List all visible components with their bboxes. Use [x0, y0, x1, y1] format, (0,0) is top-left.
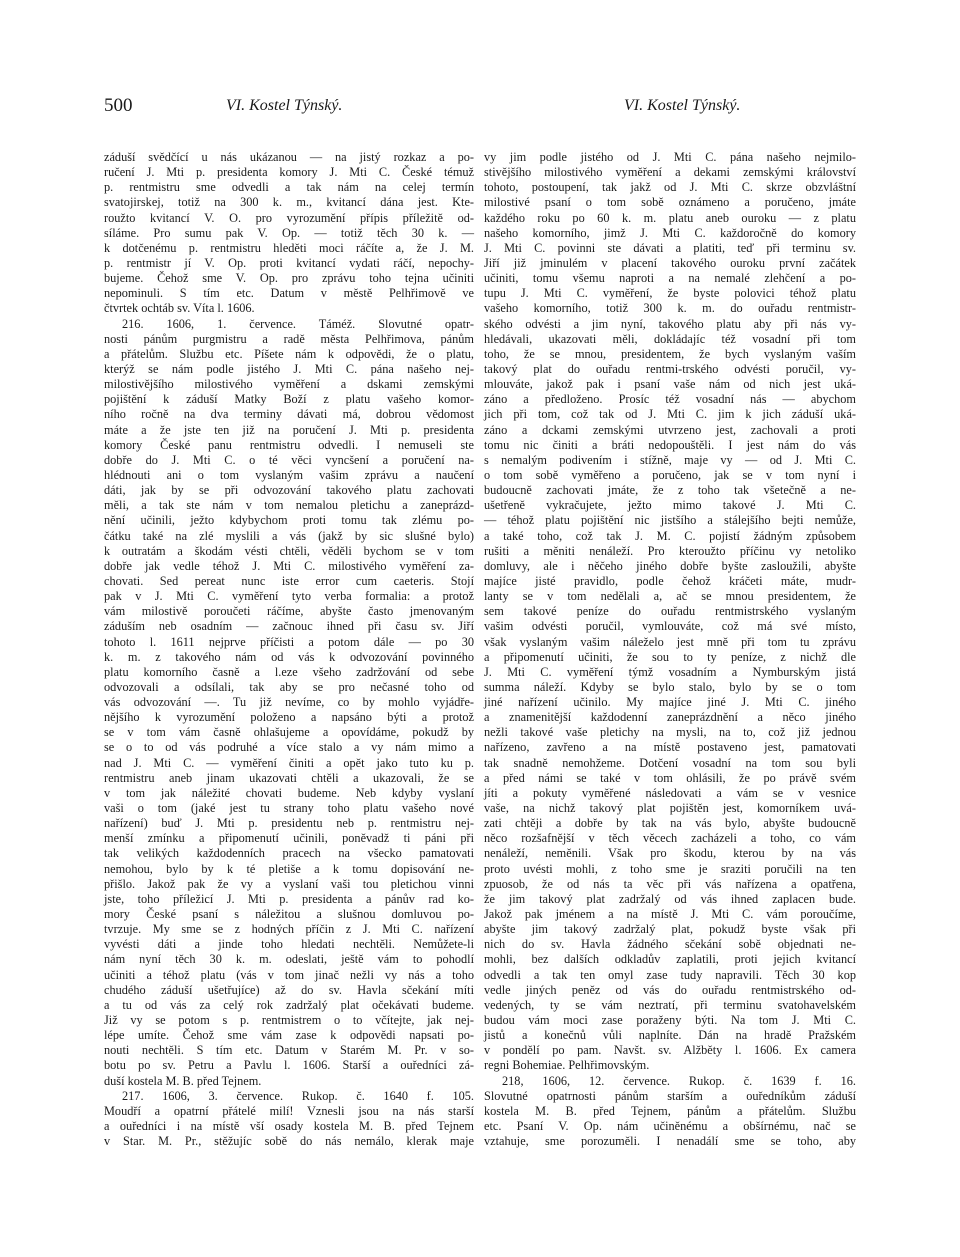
text-line: budoucně zachovati jmáte, že z toho tak všetečně a ne- [484, 483, 856, 498]
text-line: vaše, na nichž takový plat pojištěn jest, komorníkem uvá- [484, 801, 856, 816]
text-line: pojištění k záduší Matky Boží z platu vašeho komor- [104, 392, 474, 407]
text-line: máte a že jste ten již na poručení J. Mti p. presidenta [104, 422, 474, 437]
text-line: nepominuli. S tím etc. Datum v městě Pelhřimově ve [104, 286, 474, 301]
text-line: učiniti, tomu všemu naproti a na nemalé zlehčení a po- [484, 271, 856, 286]
text-line: však vyslaným vašim náleželo jest mně při tom tu zprávu [484, 634, 856, 649]
text-line: vašeho komorního, totiž 300 k. m. do ouřadu rentmistr- [484, 301, 856, 316]
text-line: lanty se v tom nedělali a, ač se mnou presidentem, že [484, 589, 856, 604]
text-line: takový plat do ouřadu rentmi-trského odvésti poručil, vy- [484, 361, 856, 376]
text-line: svatojirskej, totiž na 300 k. m., kvitancí dána jest. Kte- [104, 195, 474, 210]
text-line: nad J. Mti C. — vyměření činiti a opět jako tuto ku p. [104, 755, 474, 770]
text-line: roužto kvitancí V. O. pro vyrozumění přípis příležitě od- [104, 210, 474, 225]
text-line: o tom sobě vyměřeno a poručeno, jak se v tom nyní i [484, 467, 856, 482]
text-line: ručení J. Mti p. presidenta komory J. Mti C. České témuž [104, 165, 474, 180]
text-line: vedle jiných peněz od vás do ouřadu rentmistrského od- [484, 982, 856, 997]
text-line: botu po sv. Petru a Pavlu l. 1606. Starší a ouředníci zá- [104, 1058, 474, 1073]
text-line: regni Bohemiae. Pelhřimovským. [484, 1058, 650, 1073]
text-line: p. rentmistr jí V. Op. proti kvitancí vydati ráčí, nepochy- [104, 255, 474, 270]
text-line: síláme. Pro sumu pak V. Op. — totiž těch 30 k. — [104, 225, 474, 240]
text-line: kostela M. B. před Tejnem, pánům a přátelům. Službu [484, 1103, 856, 1118]
text-line: nařízeno, zavřeno a na místě postaveno jest, pamatovati [484, 740, 856, 755]
text-line: — téhož platu pojištění nic jistšího a stálejšího bejti nemůže, [484, 513, 856, 528]
text-line: a tu od vás za celý rok zadržalý plat očekávati budeme. [104, 997, 474, 1012]
text-line: v pondělí po pam. Navšt. sv. Alžběty l. 1606. Ex camera [484, 1043, 856, 1058]
text-line: budou vám moci zase poraženy býti. Na tom J. Mti C. [484, 1013, 856, 1028]
text-line: hledávali, ukazovati měli, dokládajíc též vosadní při tom [484, 331, 856, 346]
running-head-right: VI. Kostel Týnský. [624, 97, 741, 114]
left-column [104, 150, 474, 1149]
text-line: a před námi se také v tom ohlásili, že po právě svém [484, 770, 856, 785]
text-line: vás odvozování —. Tu již nevíme, co by mohlo vyjádře- [104, 695, 474, 710]
text-line: tohoto, postoupení, tak jakž od J. Mti C. skrze obzvláštní [484, 180, 856, 195]
text-line: 217. 1606, 3. července. Rukop. č. 1640 f. 105. [122, 1088, 474, 1103]
text-line: odvedli a tak ten omyl zase tudy napravili. Těch 30 kop [484, 967, 856, 982]
text-line: čtvrtek ochtáb sv. Víta l. 1606. [104, 301, 255, 316]
text-line: nemohou, bylo by k té pletiše a k tomu dopisování ne- [104, 861, 474, 876]
text-line: tomu nic činiti a bráti nedopouštěli. I jest nám do vás [484, 437, 856, 452]
text-line: vyvésti dáti a jinde toho hledati nechtěli. Nemůžete-li [104, 937, 474, 952]
text-line: majíce jisté pravidlo, podle čehož kráčeti máte, mudr- [484, 573, 856, 588]
text-line: záno a předloženo. Prosíc též vosadní nás — abychom [484, 392, 856, 407]
text-line: tvrzuje. My sme se z hodných příčin z J. Mti C. nařízení [104, 922, 474, 937]
text-line: mohli, bez dalších odkladův zaplatili, proti jejich kvitancí [484, 952, 856, 967]
text-line: proto uvésti mohli, z toho sme je sraziti poručili na ten [484, 861, 856, 876]
text-line: ušetřeně vykračujete, ježto mimo takové J. Mti C. [484, 498, 856, 513]
text-line: a připomenutí učiniti, že sou to ty peníze, z nichž dle [484, 649, 856, 664]
text-line: kterýž se nám podle jistého J. Mti C. pána našeho nej- [104, 361, 474, 376]
text-line: záno a dckami zemskými utvrzeno jest, zachovali a proti [484, 422, 856, 437]
text-line: dáti, jak by se při odvozování takového platu zachovati [104, 483, 474, 498]
text-line: nění učinili, ježto kdybychom proti tomu tak zlému po- [104, 513, 474, 528]
text-line: nenáleží, neměnili. Však pro škodu, kterou by na vás [484, 846, 856, 861]
text-line: se v tom vám časně ohlašujeme a opovídáme, pokudž by [104, 725, 474, 740]
page-number: 500 [104, 95, 133, 116]
text-line: chovati. Sed pereat nunc iste error cum caeteris. Stojí [104, 573, 474, 588]
text-line: Slovutné opatrnosti pánům starším a ouředníkům záduší [484, 1088, 856, 1103]
right-column [484, 150, 856, 1149]
text-line: a znamenitější každodenní zaneprázdnění a něco jiného [484, 710, 856, 725]
text-line: pak v J. Mti C. vyměření tyto verba formalia: a protož [104, 589, 474, 604]
text-line: měli, a tak ste nám v tom nemalou pletichu a zaneprázd- [104, 498, 474, 513]
text-line: nich do sv. Havla žádného sčekání sobě objednati ne- [484, 937, 856, 952]
text-line: v Star. M. Pr., stěžujíc sobě do nás nemálo, klerak maje [104, 1134, 474, 1149]
text-line: a ouředníci i na místě vší osady kostela M. B. před Tejnem [104, 1119, 474, 1133]
text-line: záduší svědčící u nás ukázanou — na jistý rozkaz a po- [104, 150, 474, 164]
text-line: že jim takový plat zadržalý od vás ihned zaplacen bude. [484, 891, 856, 906]
text-line: přišlo. Jakož pak že vy a vyslaní vaši tou pletichou vinni [104, 876, 474, 891]
text-line: duší kostela M. B. před Tejnem. [104, 1073, 262, 1088]
text-line: našeho komorního, jimž J. Mti C. každoročně do komory [484, 225, 856, 240]
text-line: Moudří a opatrní přátelé milí! Vznesli jsou na nás starší [104, 1103, 474, 1118]
text-line: se o to od vás podruhé a více stalo a vy nám mimo a [104, 740, 474, 755]
text-line: k outratám a škodám vésti chtěli, věděli bychom se v tom [104, 543, 474, 558]
text-line: k dotčenému p. rentmistru hleděti moci ráčíte a, že J. M. [104, 240, 474, 255]
text-line: nám nyní těch 30 k. m. odeslati, ještě vám to pohodlí [104, 952, 474, 967]
text-line: bujeme. Čehož sme V. Op. pro zprávu toho tejna učiniti [104, 271, 474, 286]
text-line: Jiří již jminulém v placení takového ouroku první začátek [484, 255, 856, 270]
text-line: abyšte jim takový zadržalý plat, pokudž byste však při [484, 922, 856, 937]
text-line: domluvy, ale i něčeho jiného dobře byšte zasloužili, abyšte [484, 558, 856, 573]
text-line: nežli takové vaše pletichy na mysli, na to, což již jednou [484, 725, 856, 740]
text-line: k. m. z takového nám od vás k odvozování povinného [104, 649, 474, 664]
text-line: dobře jak vedle téhož J. Mti C. milostivého vyměření za- [104, 558, 474, 573]
text-line: s nemalým podivením i stížně, maje vy — od J. Mti C. [484, 452, 856, 467]
text-line: hlédnouti ani o tom vyslaným vašim zprávu a naučení [104, 467, 474, 482]
text-line: jíti a pokuty vyměřené následovati a vám se v vesnice [484, 785, 856, 800]
text-line: milostivějšího milostivého vyměření a dskami zemskými [104, 377, 474, 392]
text-line: Již vy se potom s p. rentmistrem o to včítejte, jak nej- [104, 1013, 474, 1028]
text-line: lépe umíte. Čehož sme vám zase k odpovědi napsati po- [104, 1028, 474, 1043]
text-line: zati chtěji a dobře by tak na vás bylo, abyšte budoucně [484, 816, 856, 831]
text-line: vedených, ty se vám neztratí, při terminu svatohavelském [484, 997, 856, 1012]
text-line: platu komorního časně a l.eze všeho zadržování od sebe [104, 664, 474, 679]
text-line: učiniti a téhož platu (vás v tom jinač nežli vy nás a toho [104, 967, 474, 982]
text-line: jiné nařízení učinilo. My majíce jiné J. Mti C. jiného [484, 695, 856, 710]
text-line: vztahuje, sme porozuměli. I nenadálí sme se toho, aby [484, 1134, 856, 1149]
text-line: nějšího k vyrozumění položeno a napsáno býti a protož [104, 710, 474, 725]
text-line: sem takové peníze do ouřadu rentmistrského vyslaným [484, 604, 856, 619]
running-head-left: VI. Kostel Týnský. [226, 97, 343, 114]
text-line: menší zmínku a připomenutí učinili, poněvadž ti páni při [104, 831, 474, 846]
text-line: 218, 1606, 12. července. Rukop. č. 1639 f. 16. [502, 1073, 856, 1088]
text-line: p. rentmistru sme odvedli a tak nám na celej termín [104, 180, 474, 195]
text-line: vašim odvésti poručil, vymlouváte, což má své místo, [484, 619, 856, 634]
text-line: rentmistru aneb jinam ukazovati chtěli a ukazovali, že se [104, 770, 474, 785]
text-line: něco rozšafnější v těch věcech zacházeli a toho, co vám [484, 831, 856, 846]
text-line: dobře do J. Mti C. o té věci vyncšení a poručení na- [104, 452, 474, 467]
text-line: mory České psaní s náležitou a slušnou domluvou po- [104, 907, 474, 922]
text-line: nařízení) buď J. Mti p. presidentu neb p. rentmistru nej- [104, 816, 474, 831]
text-line: tak velikých každodenních pracech na všecko pamatovati [104, 846, 474, 861]
text-line: J. Mti C. povinni ste dávati a platiti, teď při terminu sv. [484, 240, 856, 255]
text-line: chudého záduší ušetřujíce) až do sv. Havla sčekání míti [104, 982, 474, 997]
text-line: J. Mti C. vyměření týmž vosadním a Nymburským jistá [484, 664, 856, 679]
text-line: v tom jak náležité chovati budeme. Neb kdyby vyslaní [104, 785, 474, 800]
text-line: ského odvésti a jim nyní, takového platu aby při nás vy- [484, 316, 856, 331]
text-line: 216. 1606, 1. července. Táméž. Slovutné opatr- [122, 316, 474, 331]
text-line: milostivé psaní o tom sobě oznámeno a poručeno, jmáte [484, 195, 856, 210]
text-line: Jakož pak jménem a na místě J. Mti C. vám poroučíme, [484, 907, 856, 922]
text-line: každého roku po 60 k. m. platu aneb ouroku — z platu [484, 210, 856, 225]
text-line: komory České panu rentmistru odvedli. I nemuseli ste [104, 437, 474, 452]
text-line: rušiti a měniti nenáleží. Pro kteroužto příčinu vy netoliko [484, 543, 856, 558]
text-line: a také toho, což tak J. M. C. pojistí žádným způsobem [484, 528, 856, 543]
text-line: vám milostivě poroučeti ráčíme, abyšte často jmenovaným [104, 604, 474, 619]
text-line: a přátelům. Službu etc. Píšete nám k odpovědi, že o platu, [104, 346, 474, 361]
text-line: toho, že se mnou, presidentem, že bych vyslaným vaším [484, 346, 856, 361]
text-line: čátku také na zlé myslili a vás (jakž by sic slušné bylo) [104, 528, 474, 543]
text-line: jistů a konečnů vůli naplníte. Dán na hradě Pražském [484, 1028, 856, 1043]
text-line: vaši o tom (jaké jest tu strany toho platu vašeho nové [104, 801, 474, 816]
text-line: nosti pánům purgmistru a radě města Pelhřimova, pánům [104, 331, 474, 346]
page-header [0, 95, 960, 125]
text-line: nouti nechtěli. S tím etc. Datum v Starém M. Pr. v so- [104, 1043, 474, 1058]
text-line: tak snadně nemohžeme. Dotčení vosadní na tom sou byli [484, 755, 856, 770]
text-line: mlouváte, jakož pak i psaní vaše nám od nich jest uká- [484, 377, 856, 392]
text-line: etc. Psaní V. Op. nám učiněnému a obšírnému, nač se [484, 1119, 856, 1133]
text-line: jste, toho příležicí J. Mti p. presidenta a pánův rad ko- [104, 891, 474, 906]
text-line: summa náleží. Kdyby se bylo stalo, bylo by se o tom [484, 679, 856, 694]
text-line: jich při tom, což tak od J. Mti C. jim k jich záduší uká- [484, 407, 856, 422]
text-line: odvozovali a odsílali, tak aby se pro nečasné toho od [104, 679, 474, 694]
text-line: zpuosob, že od nás ta věc při vás nařízena a opatřena, [484, 876, 856, 891]
text-line: tupu J. Mti C. vyměření, že byste polovici téhož platu [484, 286, 856, 301]
text-line: záduším neb osadním — začnouc ihned při času sv. Jiří [104, 619, 474, 634]
text-line: ního ročně na dva terminy dávati má, dobrou vědomost [104, 407, 474, 422]
text-line: tohoto l. 1611 nejprve příčisti a potom dále — po 30 [104, 634, 474, 649]
text-line: stivějšího milostivého vyměření a dekami zemskými království [484, 165, 856, 180]
text-line: vy jim podle jistého od J. Mti C. pána našeho nejmilo- [484, 150, 856, 164]
